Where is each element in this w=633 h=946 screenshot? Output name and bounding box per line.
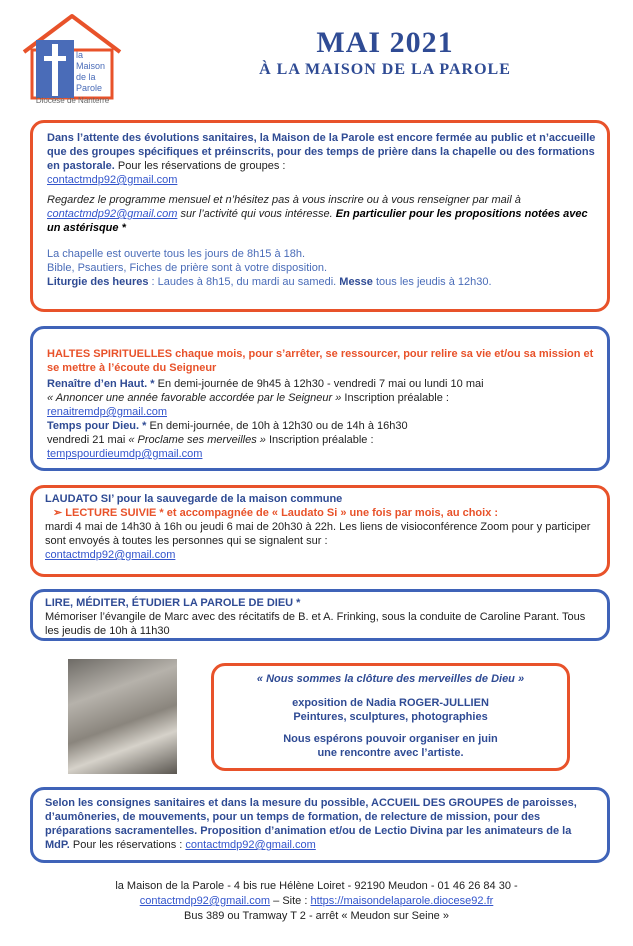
artwork-photo: [68, 659, 177, 774]
temps-date: vendredi 21 mai: [47, 434, 129, 446]
liturgy-text: : Laudes à 8h15, du mardi au samedi.: [148, 276, 340, 288]
renaitre-title: Renaître d’en Haut. *: [47, 378, 155, 390]
messe-label: Messe: [339, 276, 373, 288]
program-text-2: sur l’activité qui vous intéresse.: [177, 208, 336, 220]
page-title: [150, 26, 620, 80]
footer-site-label: – Site :: [270, 895, 311, 907]
info-box-lire: [30, 589, 610, 641]
lecture-title: LECTURE SUIVIE * et accompagnée de « Laudato Si » une fois par mois, au choix :: [65, 507, 499, 519]
messe-text: tous les jeudis à 12h30.: [372, 276, 492, 288]
logo-word-2: Maison: [76, 61, 106, 71]
accueil-email-link[interactable]: contactmdp92@gmail.com: [185, 839, 316, 851]
info-box-covid: [30, 120, 610, 312]
haltes-desc: chaque mois, pour s’arrêter, se ressourcer, pour relire sa vie et/ou sa mission et se mettre à l’écoute du Seigneur: [47, 348, 594, 374]
footer-email-link[interactable]: contactmdp92@gmail.com: [139, 895, 271, 907]
title-month: MAI 2021: [316, 26, 454, 59]
logo-word-3: de la: [76, 72, 96, 82]
exposition-media: Peintures, sculptures, photographies: [293, 711, 488, 723]
exposition-quote: « Nous sommes la clôture des merveilles de Dieu »: [256, 673, 525, 685]
renaitre-inscription: Inscription préalable :: [341, 392, 449, 404]
lire-text: Mémoriser l’évangile de Marc avec des récitatifs de B. et A. Frinking, sous la conduite de Caroline Parant. Tous les jeudis de 10h à 11h30: [45, 611, 586, 637]
temps-inscription: Inscription préalable :: [265, 434, 374, 446]
exposition-meeting: une rencontre avec l’artiste.: [317, 747, 464, 759]
info-box-laudato: [30, 485, 610, 577]
accueil-reservation: Pour les réservations :: [69, 839, 186, 851]
laudato-text: mardi 4 mai de 14h30 à 16h ou jeudi 6 mai de 20h30 à 22h. Les liens de visioconférence Zoom pour y participer sont envoyés à toutes les personnes qui se signalent sur :: [45, 521, 591, 547]
footer: [0, 879, 633, 924]
logo-word-4: Parole: [76, 83, 103, 93]
covid-notice: Dans l’attente des évolutions sanitaires, la Maison de la Parole est encore fermée au public et n’accueille que des groupes spécifiques et préinscrits, pour des temps de prière dans la chapelle ou des formations en pastorale.: [47, 132, 596, 172]
laudato-email-link[interactable]: contactmdp92@gmail.com: [45, 549, 176, 561]
asterisk-note: En particulier pour les propositions notées avec un astérisque *: [47, 208, 588, 234]
haltes-title: HALTES SPIRITUELLES: [47, 348, 173, 360]
lire-title: LIRE, MÉDITER, ÉTUDIER LA PAROLE DE DIEU *: [45, 597, 301, 609]
renaitre-email-link[interactable]: renaitremdp@gmail.com: [47, 406, 167, 418]
logo-subtitle: Diocèse de Nanterre: [35, 96, 110, 105]
laudato-title: LAUDATO SI’ pour la sauvegarde de la maison commune: [45, 493, 343, 505]
liturgy-label: Liturgie des heures: [47, 276, 149, 288]
covid-notice-rest: Pour les réservations de groupes :: [114, 160, 286, 172]
info-box-accueil: [30, 787, 610, 863]
temps-email-link[interactable]: tempspourdieumdp@gmail.com: [47, 448, 203, 460]
renaitre-quote: « Annoncer une année favorable accordée par le Seigneur »: [47, 392, 342, 404]
program-text: Regardez le programme mensuel et n’hésitez pas à vous inscrire ou à vous renseigner par mail à: [47, 194, 521, 206]
temps-title: Temps pour Dieu. *: [47, 420, 147, 432]
footer-address: la Maison de la Parole - 4 bis rue Hélène Loiret - 92190 Meudon - 01 46 26 84 30 -: [115, 880, 518, 892]
title-place: À LA MAISON DE LA PAROLE: [259, 61, 511, 78]
program-email-link[interactable]: contactmdp92@gmail.com: [47, 208, 178, 220]
temps-schedule: En demi-journée, de 10h à 12h30 ou de 14h à 16h30: [146, 420, 408, 432]
chapel-materials: Bible, Psautiers, Fiches de prière sont à votre disposition.: [47, 262, 328, 274]
chapel-hours: La chapelle est ouverte tous les jours de 8h15 à 18h.: [47, 248, 306, 260]
footer-transport: Bus 389 ou Tramway T 2 - arrêt « Meudon sur Seine »: [184, 910, 449, 922]
temps-quote: « Proclame ses merveilles »: [128, 434, 266, 446]
exposition-artist: exposition de Nadia ROGER-JULLIEN: [292, 697, 489, 709]
renaitre-schedule: En demi-journée de 9h45 à 12h30 - vendredi 7 mai ou lundi 10 mai: [154, 378, 484, 390]
arrow-icon: ➢: [53, 507, 63, 519]
exposition-plan: Nous espérons pouvoir organiser en juin: [283, 733, 498, 745]
logo: [18, 12, 126, 102]
info-box-haltes: [30, 326, 610, 471]
accueil-text: Selon les consignes sanitaires et dans la mesure du possible, ACCUEIL DES GROUPES de paroisses, d’aumôneries, de mouvements, pour un temps de formation, de relecture de mission, pour des préparations sacramentelles. Proposition d’animation et/ou de Lectio Divina par les animateurs de la MdP.: [45, 797, 577, 851]
info-box-exposition: [211, 663, 570, 771]
footer-site-link[interactable]: https://maisondelaparole.diocese92.fr: [310, 895, 494, 907]
contact-email-link[interactable]: contactmdp92@gmail.com: [47, 174, 178, 186]
logo-word-1: la: [76, 50, 84, 60]
